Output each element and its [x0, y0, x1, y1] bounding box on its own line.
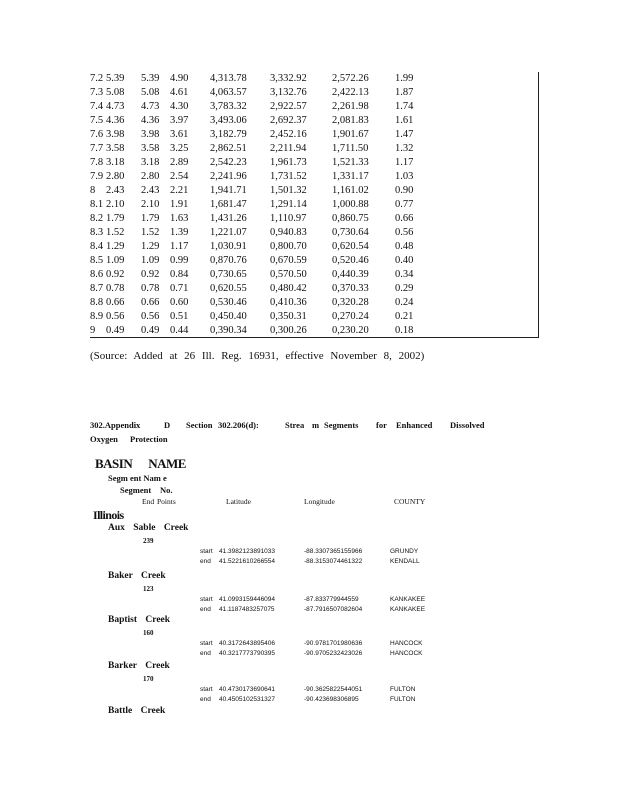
segment-name: Baptist Creek: [108, 615, 171, 625]
latitude-value: 40.3172643895406: [219, 640, 276, 647]
table-cell: 5.08: [141, 87, 160, 98]
table-cell: 1.61: [395, 115, 414, 126]
table-cell: 0.71: [170, 283, 189, 294]
table-cell: 0.66: [395, 213, 414, 224]
heading-word: Oxygen: [90, 434, 118, 444]
point-type: end: [200, 650, 211, 657]
table-cell: 2,081.83: [332, 115, 369, 126]
table-cell: 0,870.76: [210, 255, 247, 266]
table-cell: 0,800.70: [270, 241, 307, 252]
table-cell: 2.80: [106, 171, 125, 182]
name-label: NAME: [148, 456, 186, 471]
table-cell: 0.77: [395, 199, 414, 210]
table-cell: 1.79: [106, 213, 125, 224]
points-label: Points: [157, 497, 176, 506]
table-cell: 4.90: [170, 73, 189, 84]
table-cell: 3.61: [170, 129, 189, 140]
table-cell: 0.66: [106, 297, 125, 308]
table-cell: 4,063.57: [210, 87, 247, 98]
table-cell: 2.80: [141, 171, 160, 182]
table-cell: 1,901.67: [332, 129, 369, 140]
table-cell: 1.09: [141, 255, 160, 266]
table-cell: 1,521.33: [332, 157, 369, 168]
table-cell: 0,620.55: [210, 283, 247, 294]
table-cell: 8.4: [90, 241, 104, 252]
table-cell: 2,452.16: [270, 129, 307, 140]
table-cell: 0,480.42: [270, 283, 307, 294]
table-cell: 0,410.36: [270, 297, 307, 308]
table-cell: 4.73: [106, 101, 125, 112]
table-cell: 1,501.32: [270, 185, 307, 196]
table-cell: 1,731.52: [270, 171, 307, 182]
table-cell: 1.32: [395, 143, 414, 154]
table-cell: 1,331.17: [332, 171, 369, 182]
longitude-value: -88.3153074461322: [304, 558, 363, 565]
heading-word: Segments: [324, 420, 359, 430]
heading-word: Strea: [285, 420, 305, 430]
heading-word: Enhanced: [396, 420, 433, 430]
table-cell: 0,730.65: [210, 269, 247, 280]
table-cell: 0.90: [395, 185, 414, 196]
table-cell: 1,941.71: [210, 185, 247, 196]
table-cell: 2,241.96: [210, 171, 247, 182]
table-cell: 1.03: [395, 171, 414, 182]
point-type: start: [200, 596, 213, 603]
table-cell: 2,422.13: [332, 87, 369, 98]
table-cell: 0.56: [106, 311, 125, 322]
table-cell: 0.44: [170, 325, 189, 336]
longitude-value: -90.9705232423026: [304, 650, 363, 657]
table-cell: 1.29: [141, 241, 160, 252]
table-cell: 0,620.54: [332, 241, 369, 252]
longitude-value: -90.9781701980636: [304, 640, 363, 647]
table-cell: 0.84: [170, 269, 189, 280]
table-cell: 3.18: [141, 157, 160, 168]
table-cell: 0,440.39: [332, 269, 369, 280]
table-cell: 4.73: [141, 101, 160, 112]
table-cell: 3.98: [141, 129, 160, 140]
table-cell: 7.8: [90, 157, 104, 168]
table-cell: 1.87: [395, 87, 414, 98]
latitude-value: 41.3982123891033: [219, 548, 276, 555]
latitude-value: 41.1187483257075: [219, 606, 275, 613]
table-cell: 1,711.50: [332, 143, 369, 154]
segment-name: Aux Sable Creek: [108, 523, 189, 533]
table-cell: 0.92: [141, 269, 160, 280]
table-cell: 0,520.46: [332, 255, 369, 266]
table-cell: 5.39: [141, 73, 160, 84]
table-cell: 3.58: [141, 143, 160, 154]
table-cell: 1.09: [106, 255, 125, 266]
table-cell: 0,730.64: [332, 227, 369, 238]
point-type: start: [200, 640, 213, 647]
table-cell: 0.51: [170, 311, 189, 322]
table-cell: 2,922.57: [270, 101, 307, 112]
table-cell: 1,030.91: [210, 241, 247, 252]
county-value: KENDALL: [390, 558, 420, 565]
table-cell: 3,182.79: [210, 129, 247, 140]
table-cell: 1,431.26: [210, 213, 247, 224]
latitude-header: Latitude: [226, 497, 251, 506]
table-cell: 0,570.50: [270, 269, 307, 280]
table-cell: 7.9: [90, 171, 104, 182]
table-right-border: [538, 72, 539, 338]
county-header: COUNTY: [394, 497, 426, 506]
longitude-value: -88.3307365155966: [304, 548, 363, 555]
table-cell: 0,450.40: [210, 311, 247, 322]
table-cell: 0.66: [141, 297, 160, 308]
table-cell: 2.43: [141, 185, 160, 196]
end-label: End: [142, 497, 155, 506]
table-cell: 0,530.46: [210, 297, 247, 308]
table-cell: 0,230.20: [332, 325, 369, 336]
table-cell: 0,370.33: [332, 283, 369, 294]
table-cell: 1.79: [141, 213, 160, 224]
table-cell: 0.18: [395, 325, 414, 336]
table-cell: 1,221.07: [210, 227, 247, 238]
state-label: Illinois: [93, 508, 124, 522]
table-cell: 8.6: [90, 269, 104, 280]
table-cell: 7.2: [90, 73, 104, 84]
table-cell: 0.40: [395, 255, 414, 266]
table-cell: 1,681.47: [210, 199, 247, 210]
table-cell: 1.52: [106, 227, 125, 238]
basin-name-header: [95, 456, 202, 472]
longitude-value: -90.423698306895: [304, 696, 359, 703]
heading-word: Protection: [130, 434, 168, 444]
county-value: HANCOCK: [390, 650, 423, 657]
segment-number: 239: [143, 537, 154, 545]
table-cell: 0,270.24: [332, 311, 369, 322]
table-cell: 8: [90, 185, 96, 196]
table-cell: 0,670.59: [270, 255, 307, 266]
segment-number: 123: [143, 585, 154, 593]
table-cell: 7.5: [90, 115, 104, 126]
table-cell: 0.78: [141, 283, 160, 294]
table-cell: 8.7: [90, 283, 104, 294]
source-note: (Source: Added at 26 Ill. Reg. 16931, effective November 8, 2002): [90, 350, 425, 362]
table-cell: 2.10: [106, 199, 125, 210]
table-cell: 0,300.26: [270, 325, 307, 336]
table-cell: 4,313.78: [210, 73, 247, 84]
table-cell: 2.10: [141, 199, 160, 210]
table-cell: 0.29: [395, 283, 414, 294]
table-cell: 7.4: [90, 101, 104, 112]
county-value: KANKAKEE: [390, 606, 426, 613]
longitude-header: Longitude: [304, 497, 335, 506]
table-cell: 1.47: [395, 129, 414, 140]
table-cell: 2,211.94: [270, 143, 307, 154]
segment-number: 160: [143, 629, 154, 637]
point-type: end: [200, 696, 211, 703]
table-cell: 1,961.73: [270, 157, 307, 168]
table-cell: 8.1: [90, 199, 104, 210]
table-cell: 7.3: [90, 87, 104, 98]
table-cell: 0.56: [395, 227, 414, 238]
county-value: GRUNDY: [390, 548, 419, 555]
table-cell: 0,860.75: [332, 213, 369, 224]
table-cell: 0.34: [395, 269, 414, 280]
table-cell: 0,350.31: [270, 311, 307, 322]
table-cell: 4.36: [106, 115, 125, 126]
county-value: KANKAKEE: [390, 596, 426, 603]
table-cell: 3,783.32: [210, 101, 247, 112]
segment-name: Barker Creek: [108, 661, 170, 671]
table-cell: 1.63: [170, 213, 189, 224]
table-cell: 0.49: [106, 325, 125, 336]
heading-word: Dissolved: [450, 420, 485, 430]
table-cell: 3.25: [170, 143, 189, 154]
table-cell: 3.18: [106, 157, 125, 168]
table-cell: 1.17: [395, 157, 414, 168]
table-cell: 1,000.88: [332, 199, 369, 210]
table-cell: 3,132.76: [270, 87, 307, 98]
section-number: 302.206(d):: [218, 420, 259, 430]
table-cell: 1,161.02: [332, 185, 369, 196]
table-cell: 2,692.37: [270, 115, 307, 126]
latitude-value: 41.0993159446094: [219, 596, 276, 603]
table-cell: 1.74: [395, 101, 414, 112]
table-cell: 2.21: [170, 185, 189, 196]
basin-label: BASIN: [95, 456, 133, 471]
table-cell: 3,493.06: [210, 115, 247, 126]
segment-name-label: Segm ent Nam e: [108, 473, 167, 483]
section-word: Section: [186, 420, 213, 430]
table-cell: 1.17: [170, 241, 189, 252]
table-cell: 1,110.97: [270, 213, 307, 224]
segment-name: Baker Creek: [108, 571, 166, 581]
county-value: HANCOCK: [390, 640, 423, 647]
table-cell: 0,390.34: [210, 325, 247, 336]
table-cell: 1.39: [170, 227, 189, 238]
table-cell: 2.43: [106, 185, 125, 196]
table-cell: 0.49: [141, 325, 160, 336]
table-cell: 8.5: [90, 255, 104, 266]
table-cell: 2.54: [170, 171, 189, 182]
table-cell: 2,572.26: [332, 73, 369, 84]
table-cell: 0.48: [395, 241, 414, 252]
table-cell: 2.89: [170, 157, 189, 168]
table-cell: 1.52: [141, 227, 160, 238]
point-type: end: [200, 606, 211, 613]
table-cell: 4.30: [170, 101, 189, 112]
segment-label: Segment: [120, 485, 152, 495]
table-cell: 0.92: [106, 269, 125, 280]
table-cell: 3,332.92: [270, 73, 307, 84]
table-cell: 1,291.14: [270, 199, 307, 210]
table-cell: 0.78: [106, 283, 125, 294]
latitude-value: 40.4730173690641: [219, 686, 276, 693]
longitude-value: -87.7916507082604: [304, 606, 363, 613]
table-cell: 0.21: [395, 311, 414, 322]
county-value: FULTON: [390, 686, 416, 693]
table-cell: 4.61: [170, 87, 189, 98]
table-cell: 8.9: [90, 311, 104, 322]
table-cell: 8.3: [90, 227, 104, 238]
table-cell: 7.6: [90, 129, 104, 140]
heading-word: for: [376, 420, 387, 430]
table-cell: 8.8: [90, 297, 104, 308]
latitude-value: 40.4505102531327: [219, 696, 276, 703]
segment-number: 170: [143, 675, 154, 683]
table-cell: 0,320.28: [332, 297, 369, 308]
table-cell: 3.58: [106, 143, 125, 154]
table-cell: 1.99: [395, 73, 414, 84]
table-cell: 0.24: [395, 297, 414, 308]
table-cell: 4.36: [141, 115, 160, 126]
table-cell: 9: [90, 325, 96, 336]
table-cell: 5.39: [106, 73, 125, 84]
segment-name: Battle Creek: [108, 706, 166, 716]
table-cell: 7.7: [90, 143, 104, 154]
table-cell: 2,862.51: [210, 143, 247, 154]
point-type: end: [200, 558, 211, 565]
table-cell: 3.98: [106, 129, 125, 140]
table-cell: 0.60: [170, 297, 189, 308]
point-type: start: [200, 548, 213, 555]
appendix-word: 302.Appendix: [90, 420, 141, 430]
table-cell: 0.99: [170, 255, 189, 266]
point-type: start: [200, 686, 213, 693]
table-cell: 2,261.98: [332, 101, 369, 112]
table-cell: 5.08: [106, 87, 125, 98]
longitude-value: -87.833779944559: [304, 596, 359, 603]
longitude-value: -90.3625822544051: [304, 686, 363, 693]
table-cell: 2,542.23: [210, 157, 247, 168]
table-cell: 3.97: [170, 115, 189, 126]
county-value: FULTON: [390, 696, 416, 703]
table-cell: 8.2: [90, 213, 104, 224]
heading-word: m: [312, 420, 320, 430]
table-cell: 1.91: [170, 199, 189, 210]
table-bottom-border: [90, 337, 539, 338]
segment-no-label: No.: [160, 485, 173, 495]
table-cell: 0,940.83: [270, 227, 307, 238]
latitude-value: 40.3217773790395: [219, 650, 276, 657]
latitude-value: 41.5221610266554: [219, 558, 276, 565]
table-cell: 0.56: [141, 311, 160, 322]
table-cell: 1.29: [106, 241, 125, 252]
appendix-letter: D: [164, 420, 171, 430]
